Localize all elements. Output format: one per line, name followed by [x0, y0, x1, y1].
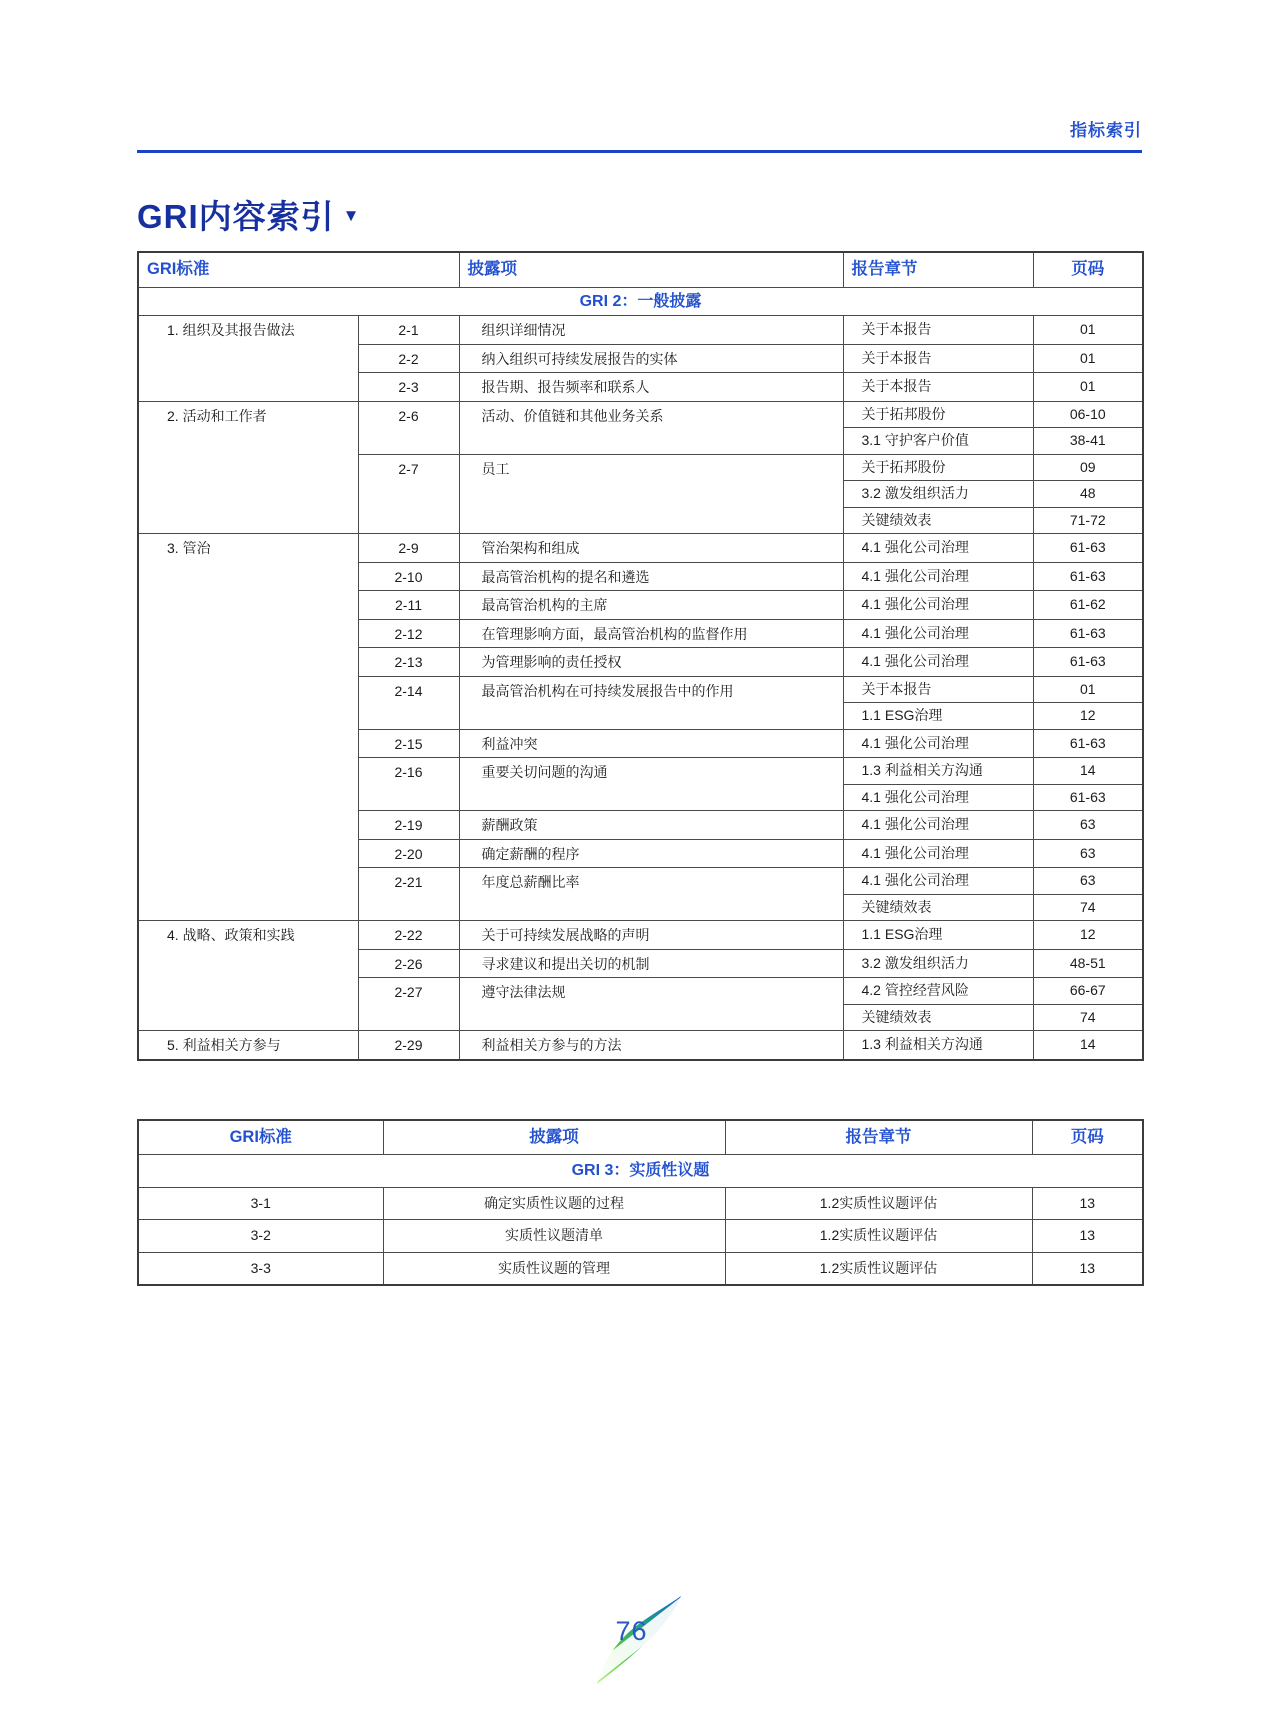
page-number-cell: 12: [1033, 921, 1143, 950]
code-cell: 2-20: [358, 839, 459, 868]
table-row: [138, 1220, 1143, 1253]
code-cell: 2-15: [358, 729, 459, 758]
chapter-cell: 关于本报告: [843, 373, 1033, 402]
disclosure-cell: 最高管治机构在可持续发展报告中的作用: [459, 676, 843, 729]
category-cell: 2. 活动和工作者: [138, 401, 358, 534]
chapter-cell: 4.1 强化公司治理: [843, 811, 1033, 840]
chapter-cell: 1.2实质性议题评估: [725, 1252, 1032, 1285]
page-title-text: GRI内容索引: [137, 198, 335, 235]
table-row: [138, 534, 1143, 563]
section-header-gri2: GRI 2：一般披露: [138, 287, 1143, 316]
page-number-cell: 01: [1033, 676, 1143, 703]
col-header-page: 页码: [1033, 252, 1143, 287]
disclosure-cell: 管治架构和组成: [459, 534, 843, 563]
page-number-cell: 61-63: [1033, 562, 1143, 591]
disclosure-cell: 最高管治机构的提名和遴选: [459, 562, 843, 591]
chapter-cell: 3.1 守护客户价值: [843, 428, 1033, 455]
table-row: [138, 1031, 1143, 1060]
page-number-cell: 63: [1033, 868, 1143, 895]
chapter-cell: 1.2实质性议题评估: [725, 1187, 1032, 1220]
category-cell: 3. 管治: [138, 534, 358, 921]
col-header-0: GRI标准: [138, 1120, 383, 1155]
page-number-cell: 61-63: [1033, 784, 1143, 811]
table-row: [138, 921, 1143, 950]
code-cell: 2-1: [358, 316, 459, 345]
header-section-label: 指标索引: [1070, 121, 1142, 140]
disclosure-cell: 关于可持续发展战略的声明: [459, 921, 843, 950]
page-number-cell: 71-72: [1033, 507, 1143, 534]
col-header-disclosure: 披露项: [459, 252, 843, 287]
code-cell: 2-13: [358, 648, 459, 677]
chapter-cell: 4.2 管控经营风险: [843, 978, 1033, 1005]
page-number-cell: 74: [1033, 894, 1143, 921]
disclosure-cell: 最高管治机构的主席: [459, 591, 843, 620]
footer-page-number: 76: [615, 1616, 648, 1646]
section-header-gri3: GRI 3：实质性议题: [138, 1155, 1143, 1188]
category-cell: 4. 战略、政策和实践: [138, 921, 358, 1031]
category-cell: 5. 利益相关方参与: [138, 1031, 358, 1060]
disclosure-cell: 报告期、报告频率和联系人: [459, 373, 843, 402]
page-number-cell: 09: [1033, 454, 1143, 481]
chapter-cell: 关键绩效表: [843, 507, 1033, 534]
chapter-cell: 4.1 强化公司治理: [843, 868, 1033, 895]
chapter-cell: 4.1 强化公司治理: [843, 784, 1033, 811]
page-number-cell: 12: [1033, 703, 1143, 730]
page-number-cell: 66-67: [1033, 978, 1143, 1005]
table-row: [138, 401, 1143, 428]
chapter-cell: 4.1 强化公司治理: [843, 839, 1033, 868]
page-number-cell: 13: [1032, 1252, 1143, 1285]
code-cell: 2-19: [358, 811, 459, 840]
chapter-cell: 4.1 强化公司治理: [843, 619, 1033, 648]
disclosure-cell: 寻求建议和提出关切的机制: [459, 949, 843, 978]
page-number-cell: 63: [1033, 811, 1143, 840]
page-number-cell: 01: [1033, 373, 1143, 402]
chapter-cell: 1.1 ESG治理: [843, 703, 1033, 730]
code-cell: 2-12: [358, 619, 459, 648]
disclosure-cell: 实质性议题清单: [383, 1220, 725, 1253]
chapter-cell: 关于拓邦股份: [843, 454, 1033, 481]
page-number-cell: 13: [1032, 1187, 1143, 1220]
chapter-cell: 1.2实质性议题评估: [725, 1220, 1032, 1253]
col-header-gri-standard: GRI标准: [138, 252, 459, 287]
code-cell: 2-2: [358, 344, 459, 373]
code-cell: 2-14: [358, 676, 459, 729]
table-row: [138, 316, 1143, 345]
chapter-cell: 关于本报告: [843, 676, 1033, 703]
disclosure-cell: 利益冲突: [459, 729, 843, 758]
code-cell: 3-1: [138, 1187, 383, 1220]
col-header-1: 披露项: [383, 1120, 725, 1155]
page-number-cell: 01: [1033, 316, 1143, 345]
disclosure-cell: 薪酬政策: [459, 811, 843, 840]
code-cell: 2-29: [358, 1031, 459, 1060]
page-footer: [593, 1594, 685, 1686]
disclosure-cell: 活动、价值链和其他业务关系: [459, 401, 843, 454]
code-cell: 2-16: [358, 758, 459, 811]
page-number-cell: 48: [1033, 481, 1143, 508]
code-cell: 2-22: [358, 921, 459, 950]
table-header-row: [138, 1120, 1143, 1155]
disclosure-cell: 纳入组织可持续发展报告的实体: [459, 344, 843, 373]
code-cell: 2-6: [358, 401, 459, 454]
table-header-row: [138, 252, 1143, 287]
chapter-cell: 3.2 激发组织活力: [843, 481, 1033, 508]
page-number-cell: 14: [1033, 758, 1143, 785]
chapter-cell: 关键绩效表: [843, 1004, 1033, 1031]
chapter-cell: 4.1 强化公司治理: [843, 729, 1033, 758]
chapter-cell: 1.3 利益相关方沟通: [843, 758, 1033, 785]
code-cell: 2-7: [358, 454, 459, 534]
chapter-cell: 关于拓邦股份: [843, 401, 1033, 428]
chapter-cell: 关于本报告: [843, 344, 1033, 373]
chapter-cell: 4.1 强化公司治理: [843, 648, 1033, 677]
chapter-cell: 关键绩效表: [843, 894, 1033, 921]
code-cell: 2-11: [358, 591, 459, 620]
gri3-index-table: [137, 1119, 1144, 1287]
page-content: [137, 0, 1142, 1286]
triangle-down-icon: ▼: [342, 206, 361, 226]
chapter-cell: 1.1 ESG治理: [843, 921, 1033, 950]
chapter-cell: 4.1 强化公司治理: [843, 534, 1033, 563]
section-header-row: [138, 287, 1143, 316]
code-cell: 2-21: [358, 868, 459, 921]
disclosure-cell: 利益相关方参与的方法: [459, 1031, 843, 1060]
disclosure-cell: 在管理影响方面，最高管治机构的监督作用: [459, 619, 843, 648]
disclosure-cell: 实质性议题的管理: [383, 1252, 725, 1285]
code-cell: 2-26: [358, 949, 459, 978]
disclosure-cell: 员工: [459, 454, 843, 534]
page-number-cell: 61-63: [1033, 619, 1143, 648]
disclosure-cell: 确定实质性议题的过程: [383, 1187, 725, 1220]
page-number-cell: 74: [1033, 1004, 1143, 1031]
col-header-chapter: 报告章节: [843, 252, 1033, 287]
category-cell: 1. 组织及其报告做法: [138, 316, 358, 402]
table-row: [138, 1252, 1143, 1285]
code-cell: 3-3: [138, 1252, 383, 1285]
page-number-cell: 38-41: [1033, 428, 1143, 455]
code-cell: 2-9: [358, 534, 459, 563]
disclosure-cell: 组织详细情况: [459, 316, 843, 345]
page-number-cell: 61-63: [1033, 534, 1143, 563]
chapter-cell: 关于本报告: [843, 316, 1033, 345]
chapter-cell: 3.2 激发组织活力: [843, 949, 1033, 978]
page-number-cell: 14: [1033, 1031, 1143, 1060]
page-number-cell: 06-10: [1033, 401, 1143, 428]
disclosure-cell: 为管理影响的责任授权: [459, 648, 843, 677]
page-number-cell: 61-63: [1033, 648, 1143, 677]
col-header-2: 报告章节: [725, 1120, 1032, 1155]
section-header-row: [138, 1155, 1143, 1188]
disclosure-cell: 遵守法律法规: [459, 978, 843, 1031]
page-number-cell: 01: [1033, 344, 1143, 373]
code-cell: 2-10: [358, 562, 459, 591]
page-number-cell: 13: [1032, 1220, 1143, 1253]
chapter-cell: 1.3 利益相关方沟通: [843, 1031, 1033, 1060]
chapter-cell: 4.1 强化公司治理: [843, 562, 1033, 591]
page-number-cell: 61-62: [1033, 591, 1143, 620]
header-divider: [137, 150, 1142, 153]
col-header-3: 页码: [1032, 1120, 1143, 1155]
table-row: [138, 1187, 1143, 1220]
chapter-cell: 4.1 强化公司治理: [843, 591, 1033, 620]
gri2-index-table: [137, 251, 1144, 1061]
disclosure-cell: 确定薪酬的程序: [459, 839, 843, 868]
code-cell: 2-3: [358, 373, 459, 402]
page-number-cell: 48-51: [1033, 949, 1143, 978]
page-number-cell: 63: [1033, 839, 1143, 868]
disclosure-cell: 年度总薪酬比率: [459, 868, 843, 921]
code-cell: 3-2: [138, 1220, 383, 1253]
page-number-cell: 61-63: [1033, 729, 1143, 758]
page-title: [137, 191, 1142, 238]
disclosure-cell: 重要关切问题的沟通: [459, 758, 843, 811]
code-cell: 2-27: [358, 978, 459, 1031]
